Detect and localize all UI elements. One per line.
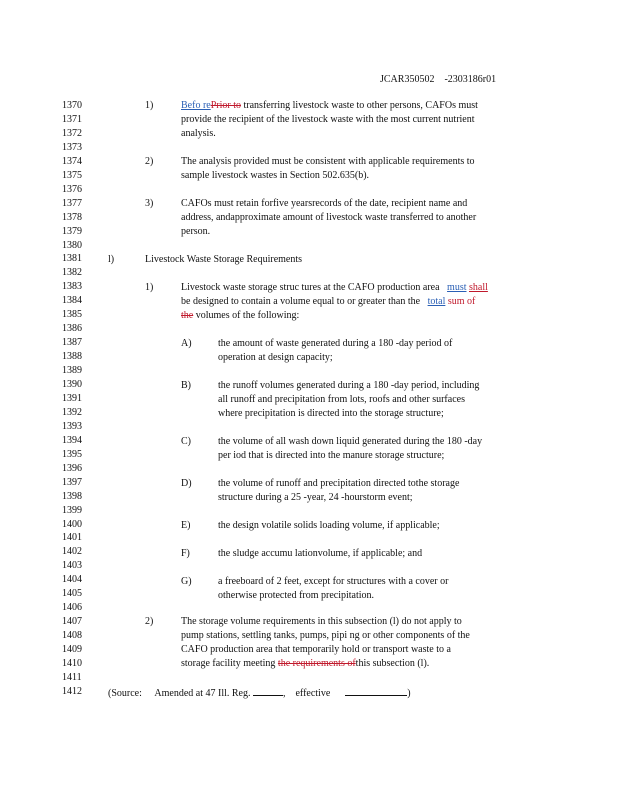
comma: , — [282, 688, 286, 699]
item-marker: 3) — [145, 198, 154, 209]
item-line: sample livestock wastes in Section 502.635(b). — [181, 170, 370, 181]
line-number: 1372 — [62, 127, 82, 139]
amended-text: Amended at 47 Ill. Reg. — [154, 688, 251, 699]
close-paren: ) — [407, 688, 411, 699]
line-number: 1386 — [62, 323, 82, 335]
line-number: 1384 — [62, 295, 82, 307]
deleted-text: shall — [469, 282, 488, 293]
line-number: 1396 — [62, 462, 82, 474]
item-line: The storage volume requirements in this subsection (l) do not apply to — [181, 616, 462, 627]
document-header — [380, 74, 496, 85]
effective-text: effective — [295, 688, 331, 699]
item-marker: 1) — [145, 282, 154, 293]
item-line — [181, 657, 429, 671]
source-label: (Source: — [108, 688, 142, 699]
subitem-line: per iod that is directed into the manure storage structure; — [218, 450, 445, 461]
deleted-text: the — [181, 310, 194, 321]
item-line: The analysis provided must be consistent with applicable requirements to — [181, 156, 475, 167]
line-number: 1375 — [62, 169, 82, 181]
section-marker: l) — [108, 254, 115, 265]
line-number: 1385 — [62, 309, 82, 321]
subitem-marker: D) — [181, 478, 192, 489]
item-line — [181, 309, 299, 323]
subitem-line: operation at design capacity; — [218, 352, 333, 363]
subitem-marker: A) — [181, 338, 192, 349]
line-number: 1407 — [62, 616, 82, 628]
line-number: 1410 — [62, 658, 82, 669]
line-number: 1404 — [62, 574, 82, 586]
line-number: 1399 — [62, 504, 82, 516]
subitem-line: the runoff volumes generated during a 180 -day period, including — [218, 380, 480, 391]
subitem-marker: F) — [181, 548, 190, 559]
line-number: 1378 — [62, 211, 82, 223]
line-number: 1376 — [62, 183, 82, 195]
line-number: 1411 — [62, 671, 82, 683]
line-number: 1412 — [62, 685, 82, 697]
line-number: 1388 — [62, 351, 82, 363]
line-number: 1402 — [62, 546, 82, 558]
line-number: 1405 — [62, 588, 82, 600]
subitem-line: all runoff and precipitation from lots, roofs and other surfaces — [218, 394, 465, 405]
item-line: analysis. — [181, 128, 216, 139]
item-line: person. — [181, 226, 211, 237]
item-text: be designed to contain a volume equal to or greater than the — [181, 296, 421, 307]
deleted-text: sum of — [447, 296, 476, 307]
item-text: this subsection (l). — [355, 658, 430, 669]
deleted-text: Prior to — [210, 100, 241, 111]
line-number: 1379 — [62, 225, 82, 237]
line-number: 1398 — [62, 490, 82, 502]
line-number: 1392 — [62, 406, 82, 418]
item-marker: 2) — [145, 616, 154, 627]
document-number: -2303186r01 — [444, 74, 497, 85]
item-line: pump stations, settling tanks, pumps, pipi ng or other components of the — [181, 630, 470, 641]
item-line — [181, 99, 478, 113]
subitem-marker: B) — [181, 380, 191, 391]
item-marker: 1) — [145, 100, 154, 111]
section-title: Livestock Waste Storage Requirements — [145, 254, 303, 265]
subitem-line: the volume of all wash down liquid generated during the 180 -day — [218, 436, 483, 447]
line-number: 1408 — [62, 630, 82, 642]
line-number: 1370 — [62, 100, 82, 111]
line-number: 1393 — [62, 420, 82, 432]
line-number: 1374 — [62, 155, 82, 167]
source-note — [108, 686, 411, 699]
subitem-line: the amount of waste generated during a 180 -day period of — [218, 338, 453, 349]
inserted-text: total — [427, 296, 446, 307]
item-text: storage facility meeting — [181, 658, 278, 669]
line-number: 1387 — [62, 337, 82, 349]
subitem-line: a freeboard of 2 feet, except for structures with a cover or — [218, 576, 449, 587]
item-marker: 2) — [145, 156, 154, 167]
subitem-line: the sludge accumu lationvolume, if applicable; and — [218, 548, 423, 559]
item-line: CAFOs must retain forfive yearsrecords of the date, recipient name and — [181, 198, 468, 209]
subitem-line: where precipitation is directed into the storage structure; — [218, 408, 444, 419]
subitem-marker: C) — [181, 436, 191, 447]
line-number: 1380 — [62, 239, 82, 251]
subitem-line: otherwise protected from precipitation. — [218, 590, 375, 601]
line-number: 1389 — [62, 365, 82, 377]
line-number: 1390 — [62, 379, 82, 390]
line-number: 1377 — [62, 197, 82, 209]
item-text: Livestock waste storage struc tures at the CAFO production area — [181, 282, 440, 293]
line-number: 1373 — [62, 141, 82, 153]
inserted-text: must — [447, 282, 467, 293]
inserted-text: Befo re — [181, 100, 211, 111]
line-number: 1371 — [62, 113, 82, 125]
item-line: address, andapproximate amount of livestock waste transferred to another — [181, 212, 477, 223]
line-number: 1382 — [62, 267, 82, 279]
line-number: 1400 — [62, 518, 82, 530]
subitem-line: the volume of runoff and precipitation directed tothe storage — [218, 478, 460, 489]
line-number: 1406 — [62, 602, 82, 614]
item-line: CAFO production area that temporarily hold or transport waste to a — [181, 644, 451, 655]
subitem-marker: G) — [181, 576, 192, 587]
document-id: JCAR350502 — [380, 74, 435, 85]
date-blank — [345, 686, 407, 696]
line-number: 1391 — [62, 392, 82, 404]
subitem-marker: E) — [181, 520, 191, 531]
line-number: 1401 — [62, 532, 82, 544]
subitem-line: the design volatile solids loading volume, if applicable; — [218, 520, 440, 531]
deleted-text: the requirements of — [277, 658, 356, 669]
item-text: volumes of the following: — [193, 310, 300, 321]
line-number: 1397 — [62, 476, 82, 488]
item-line: provide the recipient of the livestock waste with the most current nutrient — [181, 114, 475, 125]
subitem-line: structure during a 25 -year, 24 -hourstorm event; — [218, 492, 413, 503]
line-number: 1394 — [62, 434, 82, 446]
item-line — [181, 281, 488, 295]
line-number: 1409 — [62, 644, 82, 656]
line-number: 1383 — [62, 281, 82, 293]
line-number: 1381 — [62, 253, 82, 265]
item-text: transferring livestock waste to other persons, CAFOs must — [241, 100, 478, 111]
line-number: 1403 — [62, 560, 82, 572]
item-line — [181, 295, 475, 309]
page-blank — [253, 686, 283, 696]
line-number: 1395 — [62, 448, 82, 460]
